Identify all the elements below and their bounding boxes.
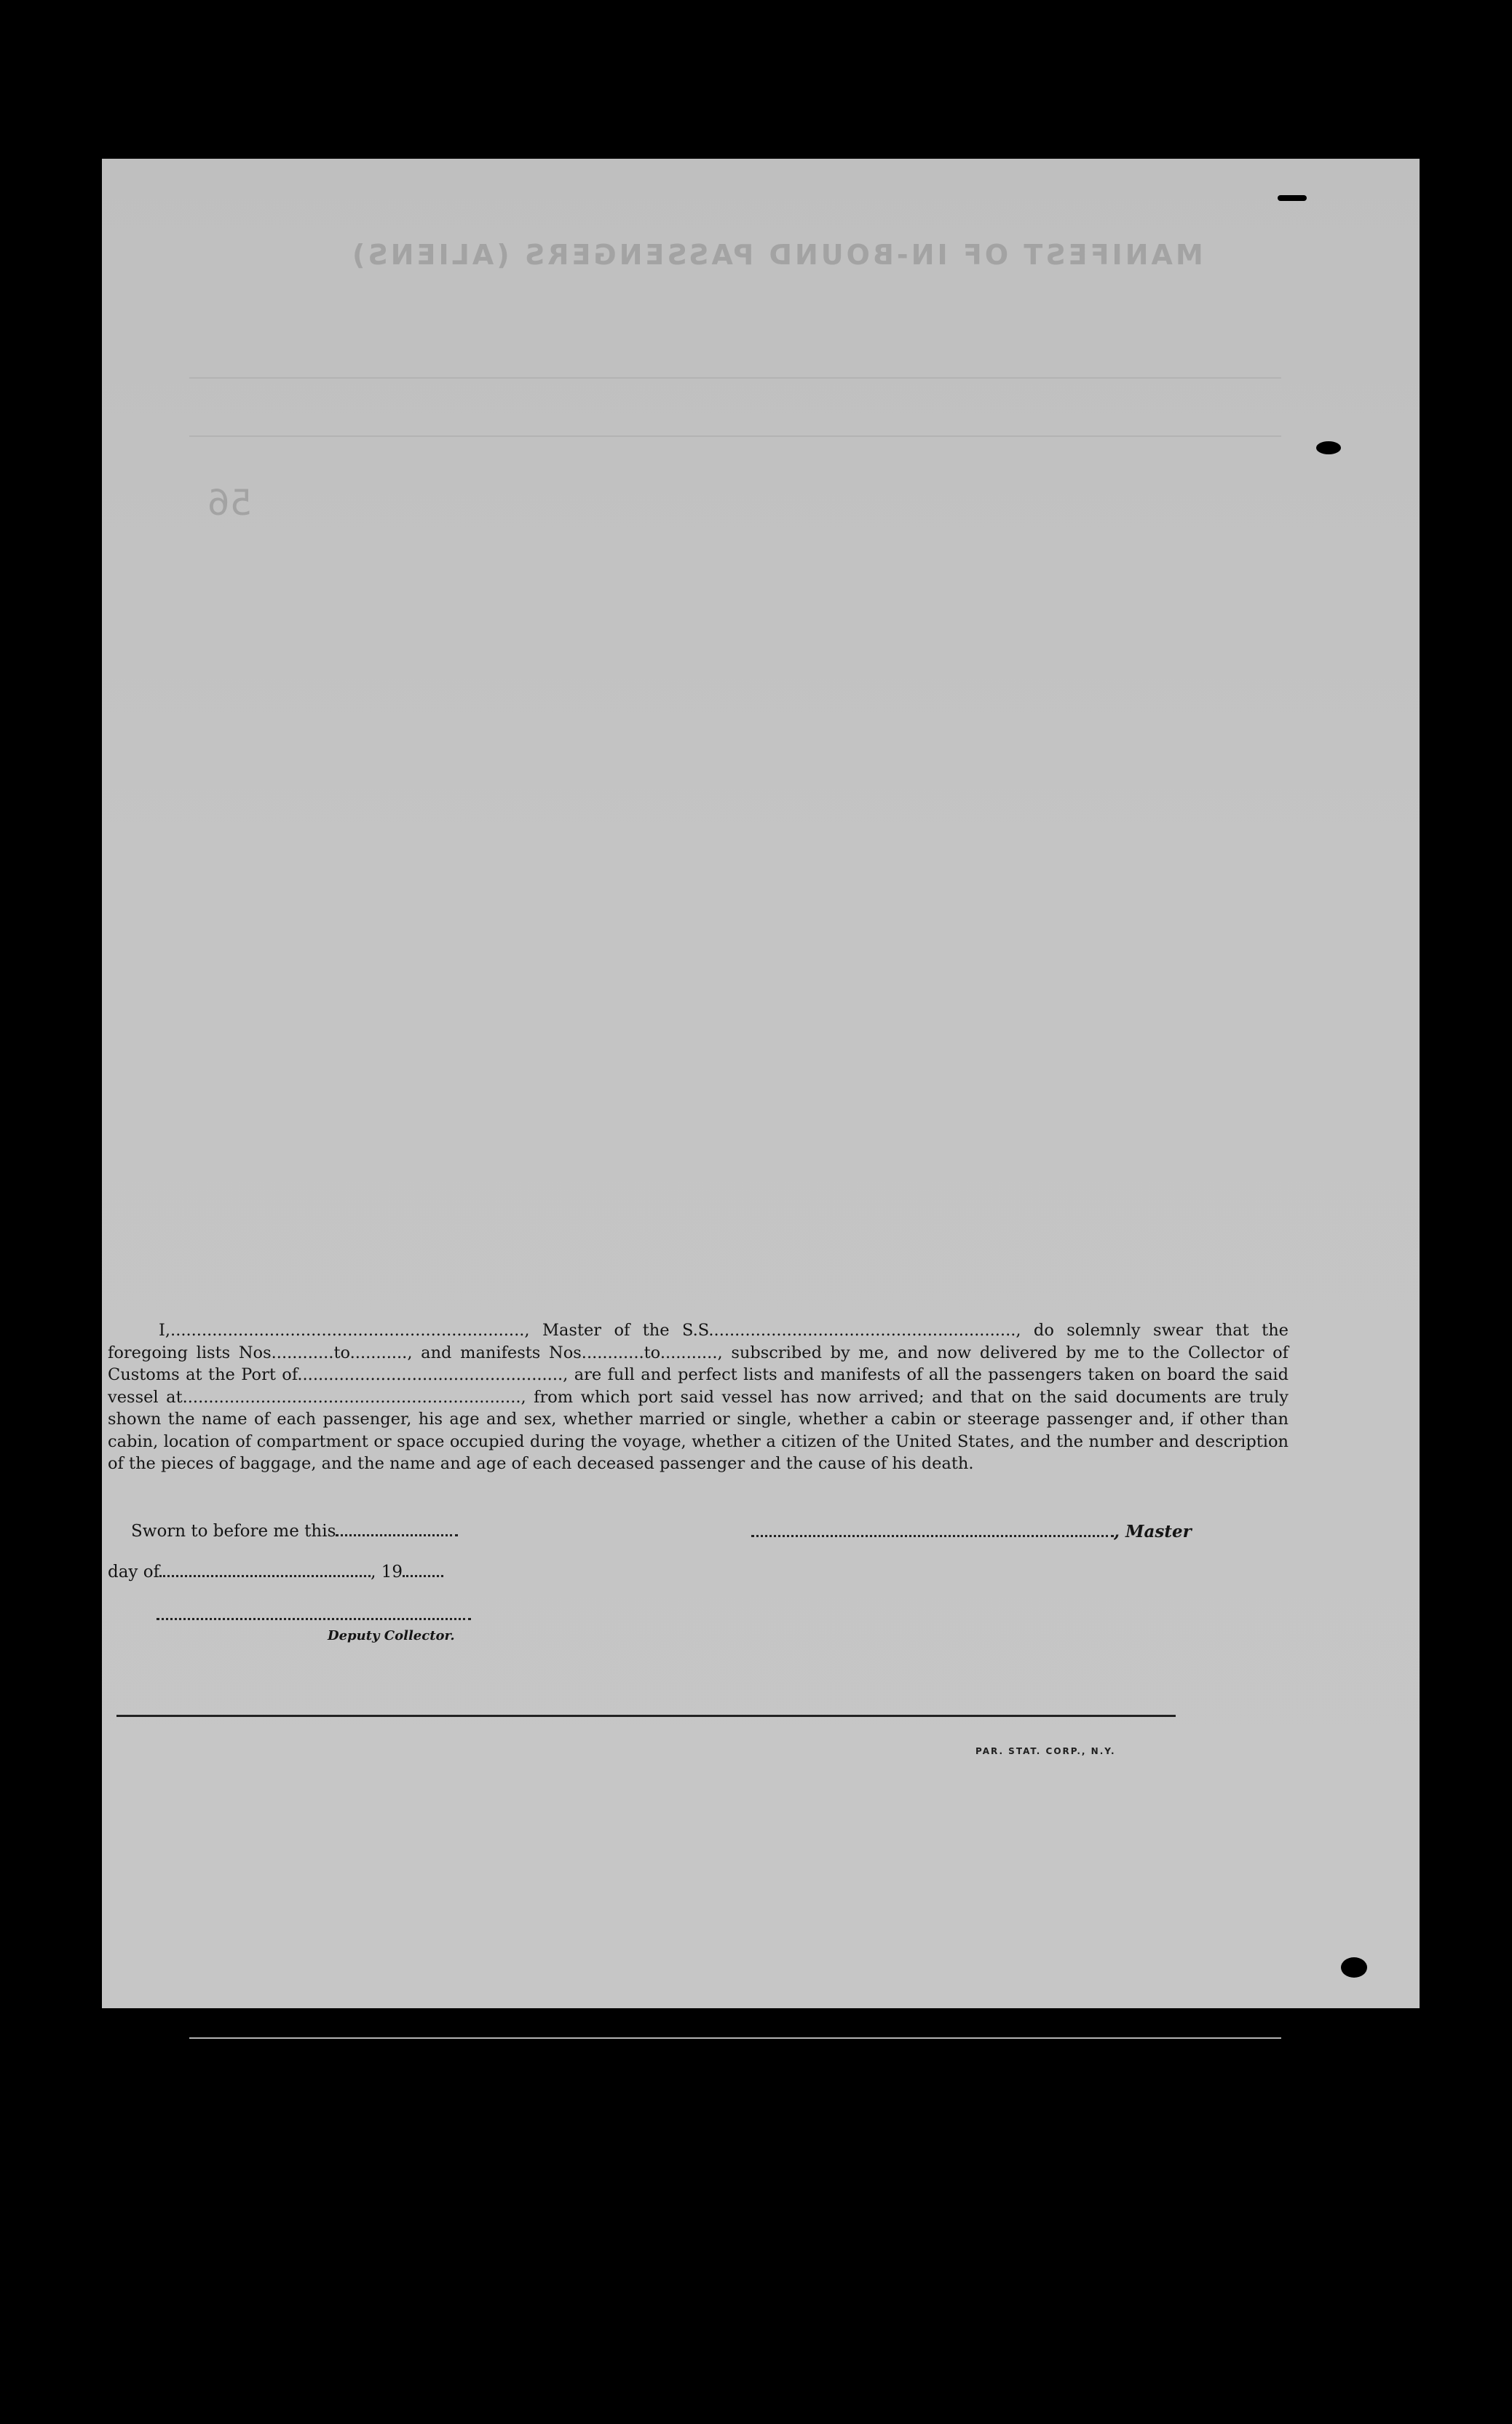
year-blank <box>403 1575 443 1577</box>
month-blank <box>159 1575 371 1577</box>
faint-rule <box>189 2037 1281 2039</box>
year-label: , 19 <box>371 1563 403 1582</box>
bleed-through-title: MANIFEST OF IN-BOUND PASSENGERS (ALIENS) <box>349 239 1203 271</box>
faint-rule <box>189 377 1281 379</box>
day-of-line <box>108 1563 443 1582</box>
edge-mark <box>1278 195 1307 201</box>
sworn-line <box>131 1522 458 1541</box>
deputy-collector-label: Deputy Collector. <box>328 1628 455 1643</box>
oath-text-block <box>108 1319 1289 1475</box>
faint-rule <box>189 435 1281 437</box>
bleed-through-page-number: 56 <box>207 483 253 524</box>
oath-paragraph: I,...................................................................., Master of the S.S..........................................................., do solemnly swear that the foregoing lists Nos............to..........., and manifests Nos............to..........., subscribed by me, and now delivered by me to the Collector of Customs at the Port of..................................................., are full and perfect lists and manifests of all the passengers taken on board the said vessel at................................................................., from which port said vessel has now arrived; and that on the said documents are truly shown the name of each passenger, his age and sex, whether married or single, whether a cabin or steerage passenger and, if other than cabin, location of compartment or space occupied during the voyage, whether a citizen of the United States, and the number and description of the pieces of baggage, and the name and age of each deceased passenger and the cause of his death. <box>108 1321 1289 1473</box>
master-signature-blank <box>751 1535 1114 1537</box>
master-label: , Master <box>1114 1522 1192 1541</box>
sworn-date-blank <box>336 1534 458 1536</box>
punch-hole-mark <box>1341 1957 1367 1978</box>
sworn-label: Sworn to before me this <box>131 1522 336 1541</box>
document-page <box>102 159 1420 2008</box>
deputy-signature-blank <box>157 1618 471 1620</box>
printer-imprint: PAR. STAT. CORP., N.Y. <box>975 1746 1116 1756</box>
bottom-rule <box>116 1715 1176 1717</box>
master-signature-line <box>751 1522 1192 1541</box>
day-of-label: day of <box>108 1563 160 1582</box>
punch-hole-mark <box>1316 441 1341 454</box>
